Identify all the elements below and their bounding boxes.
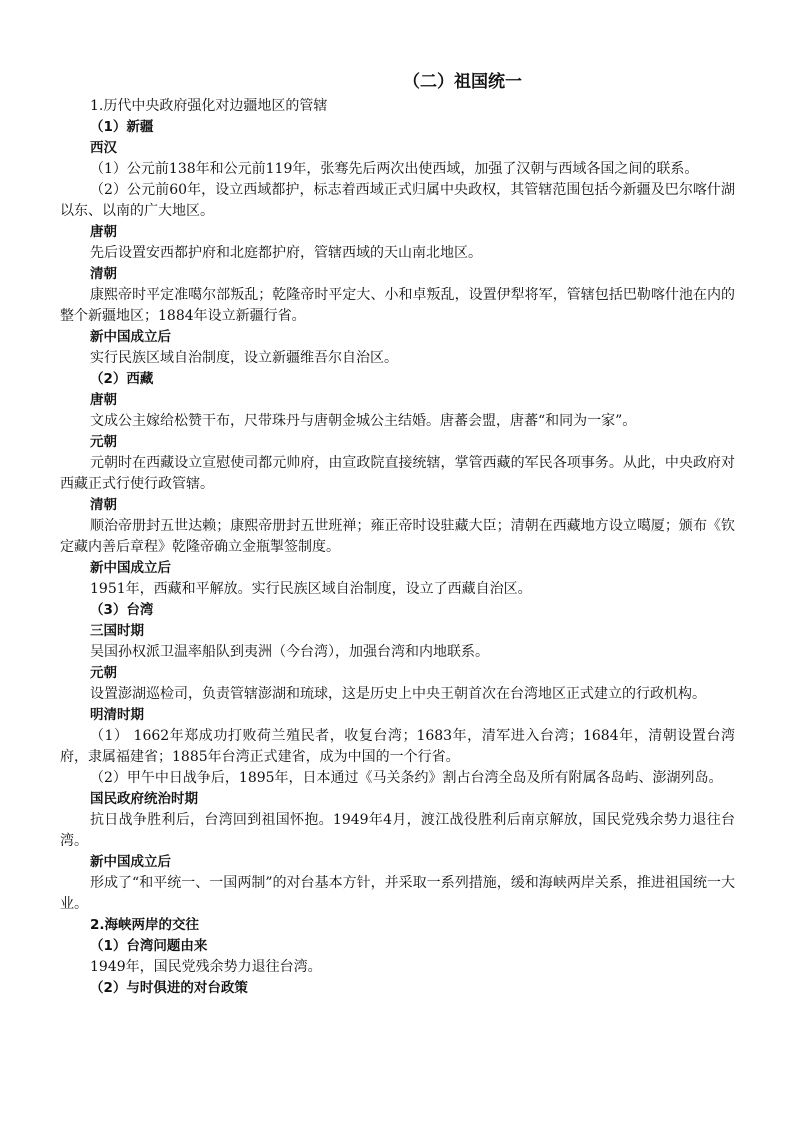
paragraph: 文成公主嫁给松赞干布，尺带珠丹与唐朝金城公主结婚。唐蕃会盟，唐蕃“和同为一家”。 (90, 413, 637, 429)
paragraph: （1） 1662年郑成功打败荷兰殖民者，收复台湾；1683年，清军进入台湾；1684年，清朝设置台湾府，隶属福建省；1885年台湾正式建省，成为中国的一个行省。 (60, 728, 735, 765)
paragraph: 抗日战争胜利后，台湾回到祖国怀抱。1949年4月，渡江战役胜利后南京解放，国民党残余势力退往台湾。 (60, 812, 735, 849)
paragraph: 实行民族区域自治制度，设立新疆维吾尔自治区。 (90, 350, 398, 366)
paragraph: （2）甲午中日战争后，1895年，日本通过《马关条约》割占台湾全岛及所有附属各岛屿、澎湖列岛。 (90, 770, 723, 786)
period-label: 新中国成立后 (90, 329, 171, 345)
period-label: 元朝 (90, 665, 117, 681)
period-label: 唐朝 (90, 224, 117, 240)
period-label: 清朝 (90, 266, 117, 282)
period-label: 三国时期 (90, 623, 144, 639)
paragraph: 元朝时在西藏设立宣慰使司都元帅府，由宣政院直接统辖，掌管西藏的军民各项事务。从此，中央政府对西藏正式行使行政管辖。 (60, 455, 735, 492)
page-title: （二）祖国统一 (403, 72, 522, 92)
paragraph: （2）公元前60年，设立西域都护，标志着西域正式归属中央政权，其管辖范围包括今新疆及巴尔喀什湖以东、以南的广大地区。 (60, 182, 735, 219)
paragraph: 吴国孙权派卫温率船队到夷洲（今台湾），加强台湾和内地联系。 (90, 644, 489, 660)
period-label: 国民政府统治时期 (90, 791, 198, 807)
paragraph: 形成了“和平统一、一国两制”的对台基本方针，并采取一系列措施，缓和海峡两岸关系，推进祖国统一大业。 (60, 875, 735, 912)
subsection-heading-policy: （2）与时俱进的对台政策 (90, 980, 248, 996)
paragraph: 先后设置安西都护府和北庭都护府，管辖西域的天山南北地区。 (90, 245, 482, 261)
subsection-heading-origin: （1）台湾问题由来 (90, 938, 208, 954)
paragraph: 顺治帝册封五世达赖；康熙帝册封五世班禅；雍正帝时设驻藏大臣；清朝在西藏地方设立噶厦；颁布《钦定藏内善后章程》乾隆帝确立金瓶掣签制度。 (60, 518, 735, 555)
paragraph: 康熙帝时平定准噶尔部叛乱；乾隆帝时平定大、小和卓叛乱，设置伊犁将军，管辖包括巴勒喀什池在内的整个新疆地区；1884年设立新疆行省。 (60, 287, 735, 324)
period-label: 清朝 (90, 497, 117, 513)
period-label: 明清时期 (90, 707, 144, 723)
subsection-heading-taiwan: （3）台湾 (90, 602, 154, 618)
document-page (60, 70, 735, 999)
paragraph: （1）公元前138年和公元前119年，张骞先后两次出使西域，加强了汉朝与西域各国之间的联系。 (90, 161, 699, 177)
paragraph: 设置澎湖巡检司，负责管辖澎湖和琉球，这是历史上中央王朝首次在台湾地区正式建立的行政机构。 (90, 686, 706, 702)
period-label: 西汉 (90, 140, 117, 156)
period-label: 新中国成立后 (90, 560, 171, 576)
period-label: 新中国成立后 (90, 854, 171, 870)
section-heading: 2.海峡两岸的交往 (90, 917, 200, 933)
subsection-heading-xizang: （2）西藏 (90, 371, 154, 387)
paragraph: 1949年，国民党残余势力退往台湾。 (90, 959, 322, 975)
section-heading: 1.历代中央政府强化对边疆地区的管辖 (90, 98, 328, 114)
period-label: 唐朝 (90, 392, 117, 408)
period-label: 元朝 (90, 434, 117, 450)
paragraph: 1951年，西藏和平解放。实行民族区域自治制度，设立了西藏自治区。 (90, 581, 532, 597)
subsection-heading-xinjiang: （1）新疆 (90, 119, 154, 135)
